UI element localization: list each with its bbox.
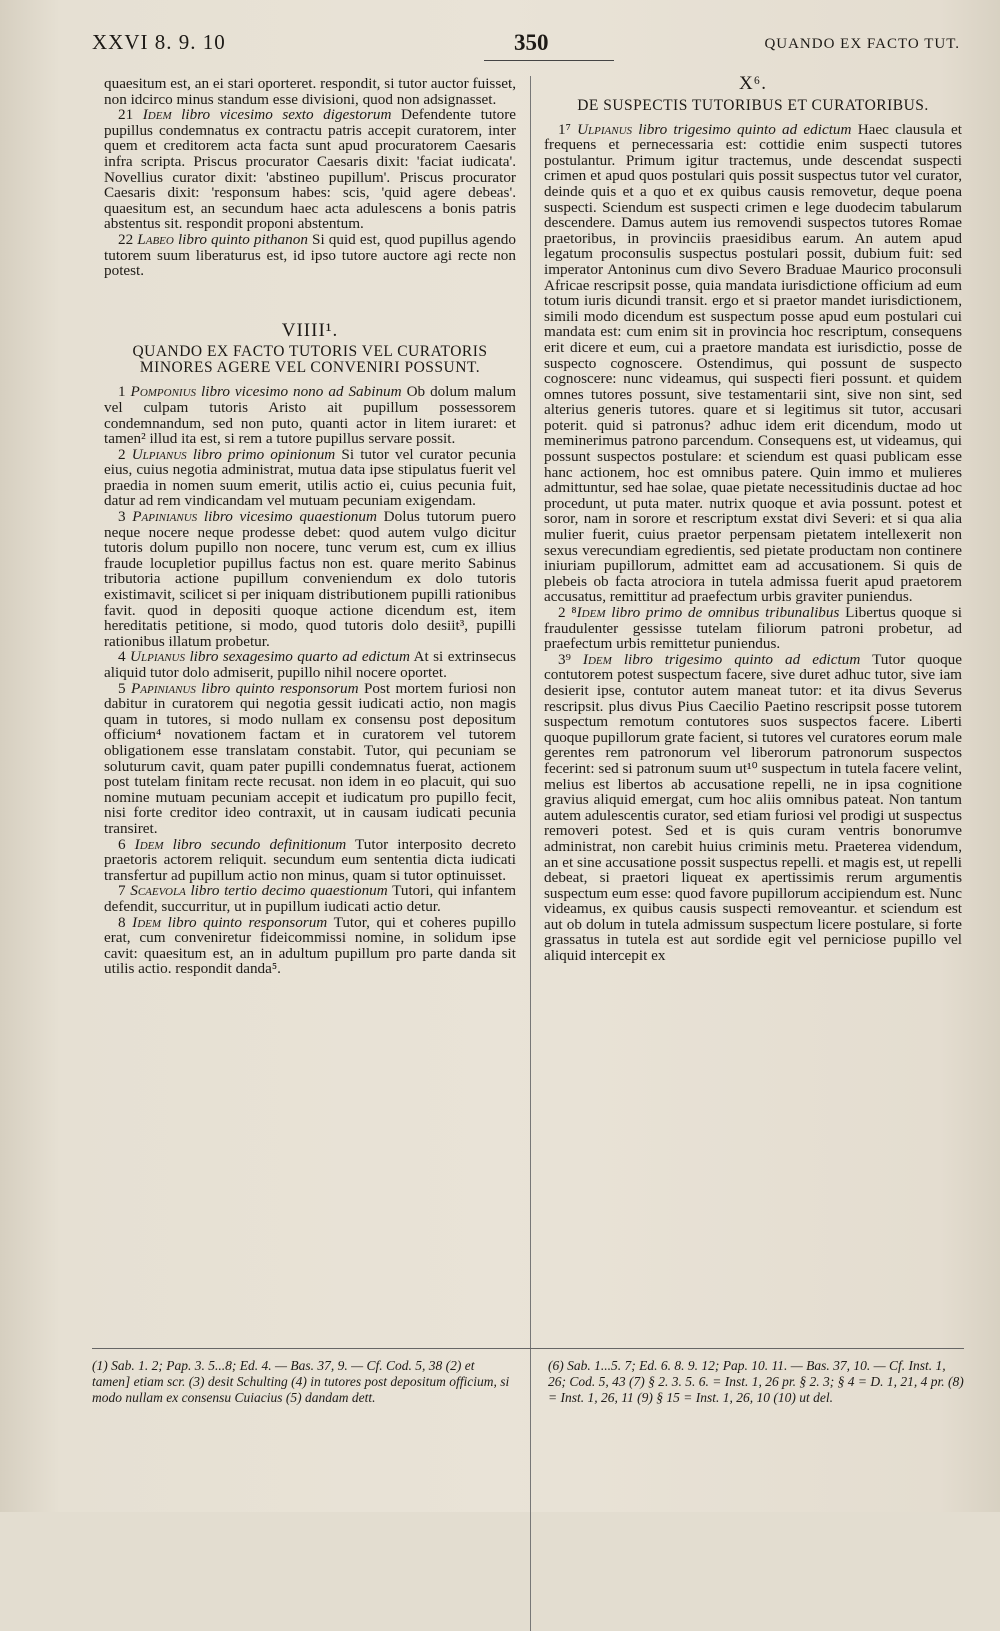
- footnotes-right: [548, 1358, 964, 1406]
- header-running-title: QUANDO EX FACTO TUT.: [764, 36, 960, 52]
- fragment-22: 22 Labeo libro quinto pithanon Si quid est, quod pupillus agendo tutorem suum liberaturus est, id ipso tutore auctore agi recte non potest.: [104, 230, 516, 280]
- fragment-3-right: 3⁹ Idem libro trigesimo quinto ad edictum Tutor quoque contutorem potest suspectum facere, sive duret adhuc tutor, sive iam desierit ipse, contutor autem maneat tutor: et ita divus Severus rescripsit. plus divus Pius Caecilio Paetino rescripsit posse tutorem suspectum remotum contutores suos suspectos facere. Liberti quoque pupillorum grate facient, si tutores vel curatores eorum male gerentes rem patronorum vel liberorum patronorum suspectos fecerint: sed si patronum suum ut¹⁰ suspectum in tutela facere velint, melius est libertos ab accusatione repelli, ne in ipsa cognitione gravius aliquid emergat, cum hoc aliis omnibus pateat. Non tantum autem adulescentis curator, sed etiam furiosi vel prodigi ut suspectus removeri potest. Sed et is quis curam ventris bonorumve administrat, non carebit huius criminis metu. Praeterea videndum, an et sine accusatione possit suspectus repelli. et magis est, ut repelli debeat, si praetori liqueat ex apertissimis rerum argumentis suspectum eum esse: quod favore pupillorum accipiendum est. Nunc videamus, ex quibus causis suspecti removeantur. et sciendum est aut ob dolum in tutela admissum suspectum licere postulare, si forte grassatus in tutela est aut sordide egit vel perniciose pupillo vel aliquid intercepit ex: [544, 650, 962, 965]
- fragment-4: 4 Ulpianus libro sexagesimo quarto ad edictum At si extrinsecus aliquid tutor dolo admiserit, pupillo nihil nocere oportet.: [104, 648, 517, 681]
- footnote-text-left: (1) Sab. 1. 2; Pap. 3. 5...8; Ed. 4. — Bas. 37, 9. — Cf. Cod. 5, 38 (2) et tamen] etiam scr. (3) desit Schulting (4) in tutores post depositum officium, si modo nullam ex consensu Cuiacius (5) dandam dett.: [92, 1358, 510, 1405]
- footnotes: [92, 1354, 964, 1472]
- fragment-1-right: 1⁷ Ulpianus libro trigesimo quinto ad edictum Haec clausula et frequens et pernecessaria est: cottidie enim suspecti tutores postulantur. Primum igitur tractemus, unde descendat suspecti crimen et apud quos postulari quis possit suspectus tutor vel curator, deinde quis et a quo et ex quibus causis removetur, deque poena suspecti. Sciendum est suspecti crimen e lege duodecim tabularum descendere. Damus autem ius removendi suspectos tutores Romae praetoribus, in provinciis praesidibus earum. An autem apud legatum proconsulis suspectus postulari possit, dubium fuit: sed imperator Antoninus cum divo Severo Braduae Maurico proconsuli Africae rescripsit posse, quia mandata iurisdictione officium ad eum totum iuris dicundi transit. ergo et si praetor mandet iurisdictionem, simili modo dicendum est suspectum posse apud eum postulari cui mandata est: cum enim sit in provincia hoc rescriptum, consequens erit dicere et eum, cui a praetore mandata est iurisdictio, posse de suspecto cognoscere. Ostendimus, qui possunt de suspecto cognoscere: nunc videamus, qui suspecti fieri possunt. et quidem omnes tutores possunt, sive testamentarii sint, sive non sint, sed alterius generis tutores. quare et si legitimus sit tutor, accusari poterit. quid si patronus? adhuc idem erit dicendum, modo ut meminerimus patrono parcendum. Consequens est, ut videamus, qui possunt suspectos postulare: et sciendum est quasi publicam esse hanc actionem, hoc est omnibus patere. Quin immo et mulieres admittuntur, sed hae solae, quae pietate necessitudinis ductae ad hoc procedunt, ut puta mater. nutrix quoque et avia possunt. potest et soror, nam in sorore et rescriptum exstat divi Severi: et si qua alia mulier fuerit, cuius praetor perpensam pietatem intellexerit non sexus verecundiam egredientis, sed pietate productam non continere iniuriam pupillorum, admittet eam ad accusationem. Si quis de plebeis ob facta atrociora in tutela admissa fuerit apud praetorem accusatus, remittitur ad praefectum urbis graviter puniendus.: [544, 120, 962, 606]
- title-number-x: X⁶.: [738, 73, 768, 94]
- running-header: [92, 30, 960, 64]
- header-section-ref: XXVI 8. 9. 10: [92, 30, 226, 54]
- fragment-2-right: 2 ⁸Idem libro primo de omnibus tribunalibus Libertus quoque si fraudulenter gessisse tutelam filiorum patroni probetur, ad praefectum urbis remittetur puniendus.: [544, 604, 963, 653]
- title-number-viiii: VIIII¹.: [281, 319, 339, 341]
- fragment-7: 7 Scaevola libro tertio decimo quaestionum Tutori, qui infantem defendit, succurritur, ut in pupillum iudicati actio detur.: [104, 882, 517, 915]
- footnote-rule: [92, 1348, 964, 1349]
- fragment-21: 21 Idem libro vicesimo sexto digestorum Defendente tutore pupillus condemnatus ex contractu patris accepit curatorem, inter quem et creditorem acta facta sunt apud procuratorem Caesaris infra scripta. Priscus procurator Caesaris dixit: 'faciat iudicata'. Novellius curator dixit: 'abstineo pupillum'. Priscus procurator Caesaris dixit: 'responsum habes: scis, 'quid agere debeas'. quaesitum est, an secundum haec acta adulescens a bonis patris abstentus sit. respondit proponi abstentum.: [104, 106, 516, 233]
- fragment-6: 6 Idem libro secundo definitionum Tutor interposito decreto praetoris actorem reliquit. secundum eum sententia dicta iudicati transfertur ad pupillum actio non minus, quam si tutor optinuisset.: [104, 835, 516, 884]
- header-rule: [484, 60, 614, 61]
- left-column: [104, 76, 516, 977]
- title-heading-viiii: QUANDO EX FACTO TUTORIS VEL CURATORIS MINORES AGERE VEL CONVENIRI POSSUNT.: [132, 343, 488, 377]
- fragment-8: 8 Idem libro quinto responsorum Tutor, qui et coheres pupillo erat, cum conveniretur fideicommissi nomine, in solidum ipse cavit: quaesitum est, an in adultum pupillum pro parte danda sit utilis actio. respondit danda⁵.: [104, 913, 516, 978]
- fragment-1: 1 Pomponius libro vicesimo nono ad Sabinum Ob dolum malum vel culpam tutoris Aristo ait pupillum possessorem condemnandum, sed non puto, quanti actor in litem iuraret: et tamen² illud ita est, si rem a tutore pupillus servare possit.: [104, 383, 517, 448]
- title-heading-x: DE SUSPECTIS TUTORIBUS ET CURATORIBUS.: [577, 96, 929, 114]
- fragment-5: 5 Papinianus libro quinto responsorum Post mortem furiosi non dabitur in curatorem qui negotia gessit iudicati actio, non magis quam in tutores, si modo nullam ex consensu post depositum officium⁴ novationem factam et in curatorem vel tutorem obligationem esse translatam constabit. Tutor, qui pecuniam se soluturum cavit, quam pater pupilli condemnatus fuerat, actionem post tutelam finitam recte recusat. non idem in eo placuit, qui suo nomine mutuam pecuniam accepit et iudicatum pro pupillo fecit, nisi forte creditor ideo contraxit, ut in causam iudicati pecunia transiret.: [104, 679, 516, 837]
- footnotes-left: [92, 1358, 516, 1406]
- right-column: [544, 73, 963, 965]
- page-number: 350: [514, 30, 549, 55]
- paragraph-continuation: quaesitum est, an ei stari oporteret. respondit, si tutor auctor fuisset, non idcirco minus standum esse divisioni, quod non adsignasset.: [104, 75, 516, 108]
- footnote-divider: [530, 1354, 531, 1454]
- footnote-text-right: (6) Sab. 1...5. 7; Ed. 6. 8. 9. 12; Pap. 10. 11. — Bas. 37, 10. — Cf. Inst. 1, 26; Cod. 5, 43 (7) § 2. 3. 5. 6. = Inst. 1, 26 pr. § 2. 3; § 4 = D. 1, 21, 4 pr. (8) = Inst. 1, 26, 11 (9) § 15 = Inst. 1, 26, 10 (10) ut del.: [548, 1358, 964, 1405]
- fragment-2: 2 Ulpianus libro primo opinionum Si tutor vel curator pecunia eius, cuius negotia administrat, mutua data ipse stipulatus fuerit vel praedia in nomen suum emerit, utilis actio ei, cuius pecunia fuit, datur ad rem vindicandam vel mutuam pecuniam exigendam.: [104, 445, 517, 510]
- fragment-3: 3 Papinianus libro vicesimo quaestionum Dolus tutorum puero neque nocere neque prodesse debet: quod autem vulgo dicitur tutoris dolum pupillo non nocere, tunc verum est, cum ex illius fraude locupletior pupillus factus non est. quare merito Sabinus tributoria actione pupillum conveniendum ex dolo tutoris existimavit, scilicet si per iniquam distributionem pupilli rationibus favit. quod in depositi quoque actione dicendum est, item hereditatis petitione, si modo, quod tutoris dolo desiit³, pupilli rationibus illatum probetur.: [104, 508, 516, 650]
